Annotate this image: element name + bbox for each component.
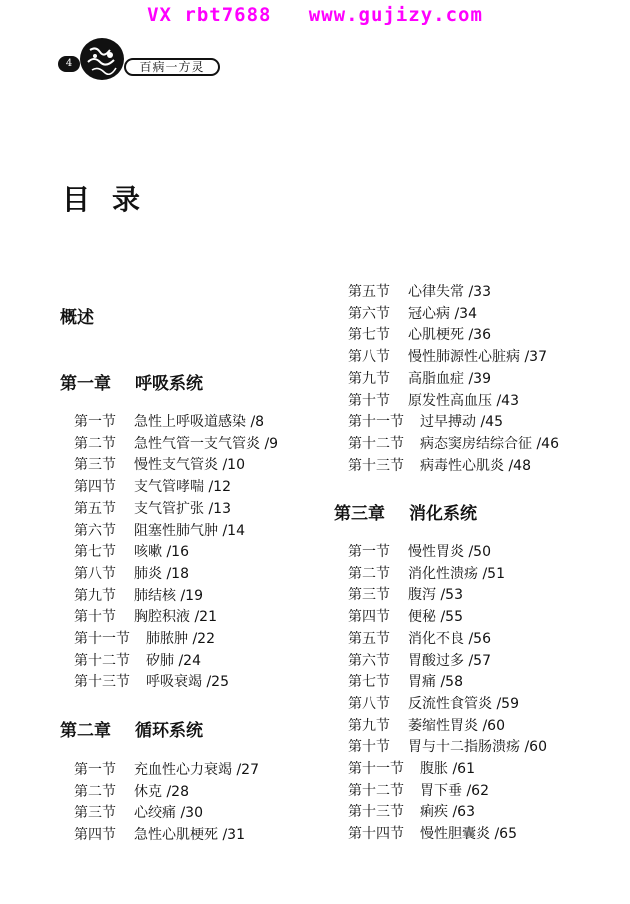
section-title: 肺炎 /18 — [134, 565, 189, 582]
section-number: 第十一节 — [348, 761, 404, 777]
toc-entry — [348, 457, 531, 475]
section-title: 消化性溃疡 /51 — [408, 565, 505, 582]
section-number: 第十四节 — [348, 826, 404, 843]
section-title: 胃酸过多 /57 — [408, 652, 491, 669]
section-number: 第四节 — [348, 609, 390, 626]
section-number: 第七节 — [74, 544, 116, 561]
toc-entry — [348, 738, 547, 756]
section-number: 第六节 — [348, 652, 390, 669]
toc-entry — [348, 586, 463, 604]
section-title: 慢性胃炎 /50 — [408, 544, 491, 560]
toc-entry — [348, 717, 505, 735]
section-title: 心律失常 /33 — [408, 284, 491, 300]
book-title: 百病一方灵 — [124, 58, 220, 76]
page-number: 4 — [58, 56, 80, 72]
section-number: 第八节 — [348, 695, 390, 712]
toc-entry — [348, 760, 475, 778]
toc-entry — [348, 825, 517, 843]
section-title: 胃下垂 /62 — [420, 782, 489, 799]
toc-entry — [348, 673, 463, 691]
section-title: 高脂血症 /39 — [408, 370, 491, 387]
section-number: 第九节 — [74, 587, 116, 604]
toc-entry — [348, 305, 477, 323]
section-title: 消化不良 /56 — [408, 630, 491, 647]
section-number: 第十一节 — [348, 414, 404, 431]
section-title: 心肌梗死 /36 — [408, 327, 491, 344]
section-title: 过早搏动 /45 — [420, 414, 503, 431]
toc-entry — [74, 630, 215, 648]
section-number: 第十节 — [348, 739, 390, 756]
chapter-label: 第三章 — [334, 504, 385, 524]
section-number: 第三节 — [74, 805, 116, 822]
section-title: 支气管扩张 /13 — [134, 500, 231, 517]
section-number: 第九节 — [348, 370, 390, 387]
section-title: 腹胀 /61 — [420, 761, 475, 777]
section-number: 第一节 — [74, 762, 116, 778]
toc-entry — [348, 283, 491, 301]
section-number: 第十二节 — [348, 435, 404, 452]
watermark-text: VX rbt7688 www.gujizy.com — [147, 4, 483, 26]
toc-entry — [74, 783, 189, 801]
section-number: 第三节 — [74, 457, 116, 474]
chapter-label: 第二章 — [60, 721, 111, 741]
toc-entry — [348, 652, 491, 670]
section-number: 第八节 — [348, 349, 390, 366]
chapter-name: 呼吸系统 — [135, 374, 203, 394]
section-title: 病毒性心肌炎 /48 — [420, 457, 531, 474]
toc-entry — [74, 478, 231, 496]
section-number: 第十三节 — [74, 674, 130, 691]
toc-entry — [348, 695, 519, 713]
section-title: 萎缩性胃炎 /60 — [408, 717, 505, 734]
section-number: 第二节 — [348, 565, 390, 582]
page-header — [58, 38, 228, 82]
chapter-heading — [60, 716, 203, 741]
ornamental-medallion-icon — [80, 38, 124, 80]
section-number: 第五节 — [348, 630, 390, 647]
toc-entry — [74, 565, 189, 583]
chapter-name: 循环系统 — [135, 721, 203, 741]
section-number: 第十一节 — [74, 631, 130, 647]
section-title: 慢性支气管炎 /10 — [134, 457, 245, 474]
section-number: 第十节 — [348, 392, 390, 409]
toc-entry — [74, 500, 231, 518]
section-title: 休克 /28 — [134, 783, 189, 800]
toc-entry — [74, 652, 201, 670]
toc-entry — [348, 543, 491, 561]
section-title: 胃与十二指肠溃疡 /60 — [408, 739, 547, 756]
section-number: 第三节 — [348, 587, 390, 604]
toc-entry — [74, 761, 259, 779]
chapter-name: 消化系统 — [409, 504, 477, 524]
toc-entry — [74, 587, 203, 605]
section-title: 反流性食管炎 /59 — [408, 695, 519, 712]
section-title: 心绞痛 /30 — [134, 805, 203, 822]
chapter-heading — [60, 369, 203, 394]
toc-entry — [348, 565, 505, 583]
toc-entry — [74, 413, 264, 431]
section-title: 肺脓肿 /22 — [146, 631, 215, 647]
chapter-label: 第一章 — [60, 374, 111, 394]
section-number: 第二节 — [74, 783, 116, 800]
section-title: 肺结核 /19 — [134, 587, 203, 604]
toc-entry — [348, 630, 491, 648]
section-number: 第五节 — [348, 284, 390, 300]
toc-entry — [348, 435, 559, 453]
toc-entry — [348, 392, 519, 410]
overview-heading: 概述 — [60, 308, 94, 328]
section-title: 腹泻 /53 — [408, 587, 463, 604]
section-title: 慢性肺源性心脏病 /37 — [408, 349, 547, 366]
section-title: 急性上呼吸道感染 /8 — [134, 414, 265, 430]
section-number: 第五节 — [74, 500, 116, 517]
section-number: 第九节 — [348, 717, 390, 734]
section-number: 第四节 — [74, 479, 116, 496]
section-title: 原发性高血压 /43 — [408, 392, 519, 409]
section-title: 咳嗽 /16 — [134, 544, 189, 561]
section-number: 第六节 — [348, 305, 390, 322]
toc-entry — [348, 413, 503, 431]
toc-entry — [348, 370, 491, 388]
toc-entry — [74, 608, 217, 626]
section-number: 第二节 — [74, 435, 116, 452]
section-number: 第十三节 — [348, 457, 404, 474]
toc-entry — [74, 543, 189, 561]
section-number: 第四节 — [74, 827, 116, 844]
section-number: 第十节 — [74, 609, 116, 626]
section-number: 第一节 — [348, 544, 390, 560]
section-number: 第八节 — [74, 565, 116, 582]
toc-entry — [74, 673, 229, 691]
section-title: 冠心病 /34 — [408, 305, 477, 322]
section-title: 急性气管一支气管炎 /9 — [134, 435, 279, 452]
toc-entry — [74, 804, 203, 822]
section-title: 慢性胆囊炎 /65 — [420, 826, 517, 843]
section-title: 痢疾 /63 — [420, 804, 475, 821]
section-title: 病态窦房结综合征 /46 — [420, 435, 559, 452]
toc-entry — [74, 826, 245, 844]
section-number: 第十三节 — [348, 804, 404, 821]
section-title: 支气管哮喘 /12 — [134, 479, 231, 496]
toc-entry — [74, 522, 245, 540]
section-title: 阻塞性肺气肿 /14 — [134, 522, 245, 539]
section-number: 第六节 — [74, 522, 116, 539]
toc-entry — [74, 435, 278, 453]
toc-entry — [74, 456, 245, 474]
section-title: 呼吸衰竭 /25 — [146, 674, 229, 691]
section-title: 便秘 /55 — [408, 609, 463, 626]
toc-entry — [348, 348, 547, 366]
toc-entry — [348, 608, 463, 626]
section-title: 充血性心力衰竭 /27 — [134, 762, 259, 778]
section-title: 矽肺 /24 — [146, 652, 201, 669]
section-number: 第十二节 — [348, 782, 404, 799]
section-number: 第七节 — [348, 674, 390, 691]
section-number: 第一节 — [74, 414, 116, 430]
chapter-heading — [334, 499, 477, 524]
section-number: 第七节 — [348, 327, 390, 344]
toc-entry — [348, 326, 491, 344]
section-number: 第十二节 — [74, 652, 130, 669]
page-title: 目录 — [62, 183, 163, 216]
section-title: 胃痛 /58 — [408, 674, 463, 691]
section-title: 急性心肌梗死 /31 — [134, 827, 245, 844]
toc-entry — [348, 803, 475, 821]
toc-entry — [348, 782, 489, 800]
section-title: 胸腔积液 /21 — [134, 609, 217, 626]
